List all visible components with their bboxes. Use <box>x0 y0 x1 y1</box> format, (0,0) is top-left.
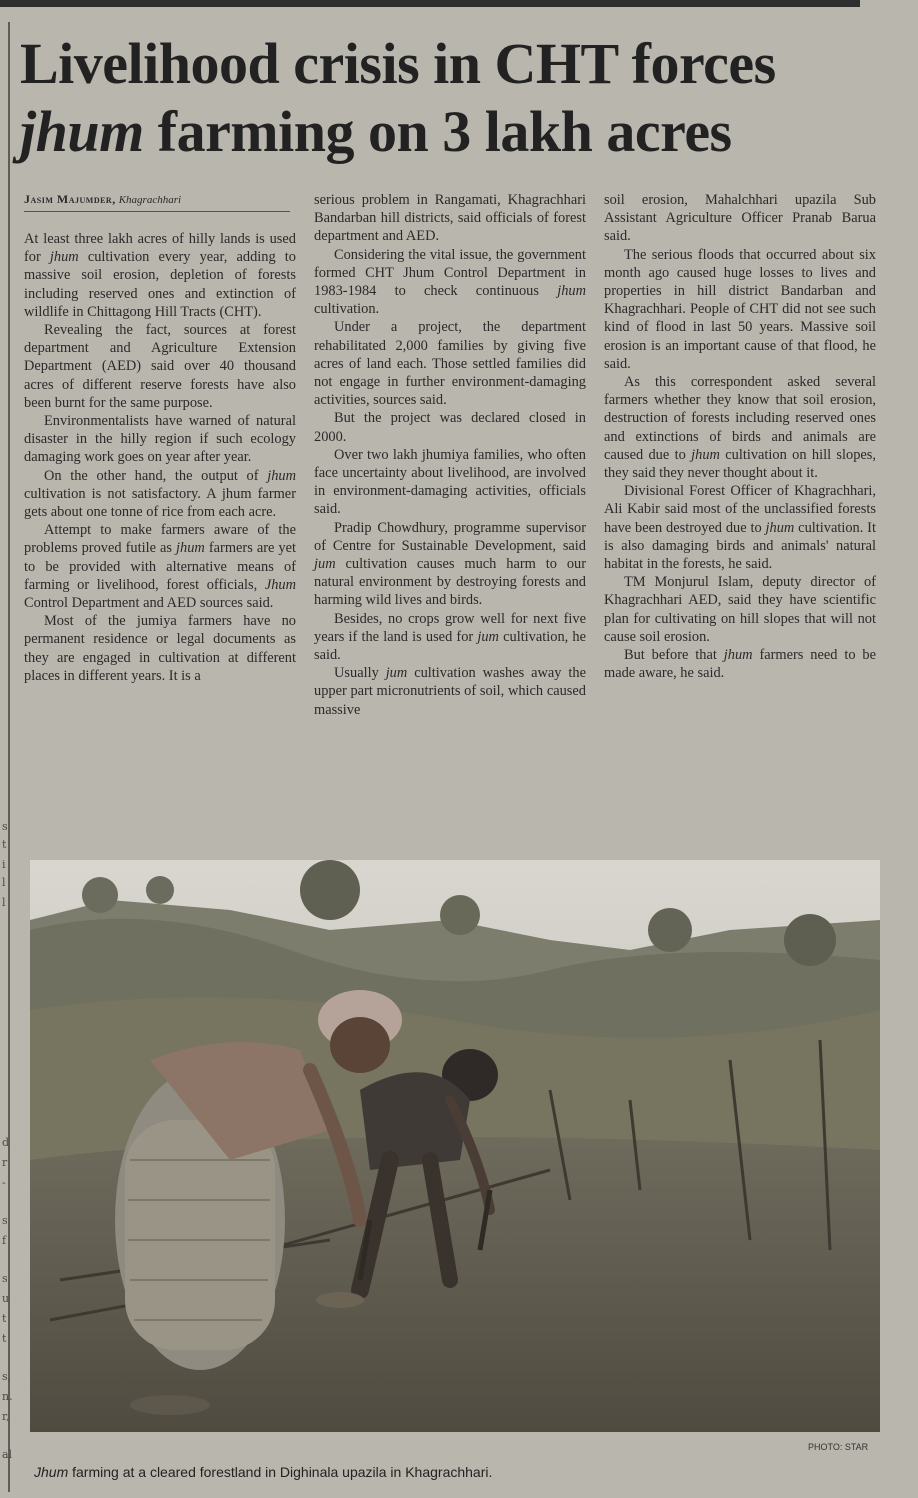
byline <box>24 192 290 212</box>
paragraph: At least three lakh acres of hilly lands is used for jhum cultivation every year, adding to massive soil erosion, depletion of forests including reserved ones and extinction of wildlife in Chittagong Hill Tracts (CHT). <box>24 231 296 320</box>
gutter-letter: d <box>2 1136 10 1149</box>
paragraph: Considering the vital issue, the government formed CHT Jhum Control Department in 1983-1984 to check continuous jhum cultivation. <box>314 246 586 318</box>
headline-line-2: farming on 3 lakh acres <box>143 99 732 164</box>
byline-author: Jasim Majumder, <box>24 192 116 206</box>
paragraph: Under a project, the department rehabilitated 2,000 families by giving five acres of land each. Those settled families did not engage in further environment-damaging activities, sources said. <box>314 319 586 409</box>
paragraph: Usually jum cultivation washes away the upper part micronutrients of soil, which caused massive <box>314 665 586 718</box>
paragraph: serious problem in Rangamati, Khagrachhari Bandarban hill districts, said officials of forest department and AED. <box>314 192 586 245</box>
news-photo <box>30 860 880 1432</box>
gutter-letter: l <box>2 896 6 909</box>
paragraph: Besides, no crops grow well for next five years if the land is used for jum cultivation, he said. <box>314 610 586 664</box>
column-rule <box>8 22 10 1492</box>
article-column-2 <box>314 191 586 719</box>
gutter-letter: s, <box>2 1370 12 1383</box>
gutter-letter: f <box>2 1234 7 1247</box>
gutter-letter: t <box>2 1332 7 1345</box>
gutter-letter: t <box>2 838 7 851</box>
paragraph: Divisional Forest Officer of Khagrachhari, Ali Kabir said most of the unclassified forests have been destroyed due to jhum cultivation. It is also damaging birds and animals' natural habitat in the forests, he said. <box>604 483 876 573</box>
paragraph: Pradip Chowdhury, programme supervisor of Centre for Sustainable Development, said jum cultivation causes much harm to our natural environment by destroying forests and harming wild lives and birds. <box>314 519 586 609</box>
gutter-letter: s <box>2 820 8 833</box>
headline-line-1: Livelihood crisis in CHT forces <box>20 31 776 96</box>
paragraph: But before that jhum farmers need to be made aware, he said. <box>604 647 876 682</box>
gutter-letter: - <box>2 1176 6 1189</box>
top-rule <box>0 0 860 7</box>
headline <box>20 30 900 166</box>
paragraph: The serious floods that occurred about six month ago caused huge losses to lives and properties in hill district Bandarban and Khagrachhari. People of CHT did not see such kind of flood in last 50 years. Massive soil erosion is an important cause of that flood, he said. <box>604 246 876 372</box>
paragraph: Environmentalists have warned of natural disaster in the hilly region if such ecology damaging work goes on year after year. <box>24 413 296 466</box>
article-column-3 <box>604 191 876 682</box>
paragraph: On the other hand, the output of jhum cultivation is not satisfactory. A jhum farmer gets about one tonne of rice from each acre. <box>24 467 296 521</box>
gutter-letter: s <box>2 1272 8 1285</box>
gutter-letter: s <box>2 1214 8 1227</box>
gutter-letter: i <box>2 858 6 871</box>
paragraph: As this correspondent asked several farmers whether they know that soil erosion, destruction of forests including reserved ones and extinctions of birds and animals are caused due to jhum cultivation on hill slopes, they said they never thought about it. <box>604 374 876 482</box>
paragraph: But the project was declared closed in 2000. <box>314 410 586 445</box>
paragraph: Most of the jumiya farmers have no permanent residence or legal documents as they are engaged in cultivation at different places in different years. It is a <box>24 613 296 684</box>
article-column-1 <box>24 230 296 685</box>
paragraph: Over two lakh jhumiya families, who often face uncertainty about livelihood, are involved in environment-damaging activities, officials said. <box>314 446 586 518</box>
paragraph: soil erosion, Mahalchhari upazila Sub Assistant Agriculture Officer Pranab Barua said. <box>604 192 876 245</box>
gutter-letter: t <box>2 1312 7 1325</box>
paragraph: Revealing the fact, sources at forest department and Agriculture Extension Department (AED) said over 40 thousand acres of different reserve forests have also been burnt for the same purpose. <box>24 322 296 411</box>
gutter-letter: al <box>2 1448 13 1461</box>
caption-italic-word: Jhum <box>34 1464 69 1480</box>
photo-credit: PHOTO: STAR <box>808 1442 869 1452</box>
gutter-letter: u <box>2 1292 10 1305</box>
photo-caption <box>34 1464 492 1480</box>
gutter-letter: n. <box>2 1390 13 1403</box>
paragraph: Attempt to make farmers aware of the problems proved futile as jhum farmers are yet to be provided with alternative means of farming or livelihood, forest officials, Jhum Control Department and AED sources said. <box>24 522 297 612</box>
gutter-letter: l <box>2 876 6 889</box>
gutter-letter: r, <box>2 1410 10 1423</box>
caption-text: farming at a cleared forestland in Dighinala upazila in Khagrachhari. <box>68 1464 493 1480</box>
paragraph: TM Monjurul Islam, deputy director of Khagrachhari AED, said they have scientific plan for cultivating on hill slopes that will not cause soil erosion. <box>604 574 876 645</box>
headline-italic-word: jhum <box>20 99 144 164</box>
gutter-letter: r <box>2 1156 8 1169</box>
byline-location: Khagrachhari <box>118 194 182 206</box>
farmers-planting-illustration <box>30 860 880 1432</box>
